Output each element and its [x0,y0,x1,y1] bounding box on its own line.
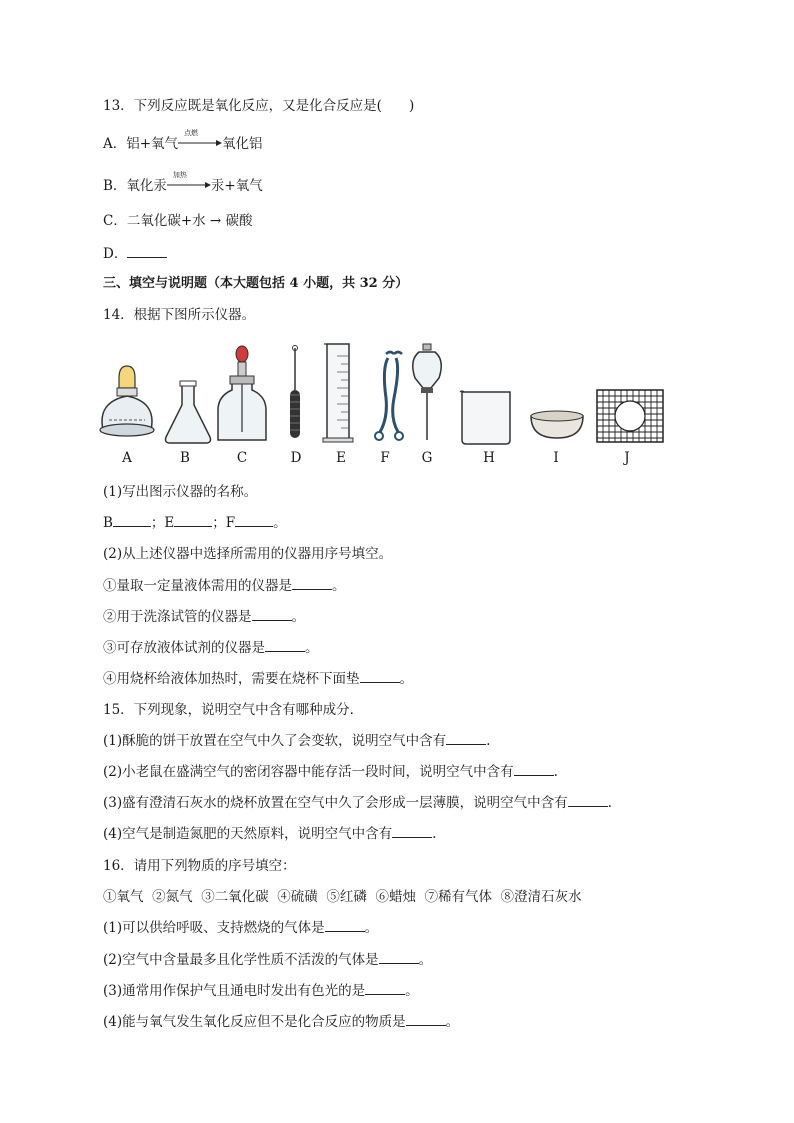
answer-blank[interactable] [379,951,419,964]
q13-a-reactants: A．铝+氧气 [103,136,179,152]
answer-blank[interactable] [325,919,365,932]
q16-sub1: (1)可以供给呼吸、支持燃烧的气体是 。 [103,920,379,936]
q14-sub3: ③可存放液体试剂的仪器是 。 [103,640,319,656]
graduated-cylinder-icon [323,344,353,442]
answer-blank[interactable] [252,608,292,621]
q13-a-condition: 点燃 [184,129,199,137]
q16-option-8: ⑧澄清石灰水 [500,889,582,905]
answer-blank[interactable] [235,514,273,527]
figure-label-d: D [290,450,302,466]
answer-blank[interactable] [292,577,332,590]
q13-b-reactants: B．氧化汞 [103,178,167,194]
q16-options [103,888,582,906]
q16-sub3: (3)通常用作保护气且通电时发出有色光的是 。 [103,983,419,999]
answer-blank[interactable] [113,514,151,527]
figure-label-j: J [624,450,630,466]
q14-sub1: ①量取一定量液体需用的仪器是 。 [103,578,346,594]
answer-blank[interactable] [365,982,405,995]
wire-gauze-icon [597,390,663,442]
q15-stem: 15．下列现象，说明空气中含有哪种成分． [103,702,364,718]
q15-sub1: (1)酥脆的饼干放置在空气中久了会变软，说明空气中含有 . [103,733,491,749]
q16-option-4: ④硫磺 [277,889,318,905]
q16-stem: 16．请用下列物质的序号填空： [103,858,296,874]
q16-option-7: ⑦稀有气体 [424,889,493,905]
q16-sub2: (2)空气中含量最多且化学性质不活泼的气体是 。 [103,952,433,968]
conical-flask-icon [166,381,211,443]
figure-label-e: E [336,450,346,466]
figure-label-h: H [483,450,495,466]
answer-blank[interactable] [127,245,167,258]
figure-label-f: F [380,450,390,466]
q14-part1-blanks: B ；E ；F 。 [103,515,287,531]
answer-blank[interactable] [514,763,554,776]
answer-blank[interactable] [406,1013,446,1026]
q13-option-d: D． [103,245,167,263]
q16-option-6: ⑥蜡烛 [375,889,416,905]
q13-option-a [103,129,263,153]
answer-blank[interactable] [360,670,400,683]
q13-option-c: C．二氧化碳+水 → 碳酸 [103,213,253,229]
answer-blank[interactable] [265,639,305,652]
answer-blank[interactable] [446,732,486,745]
q14-sub2: ②用于洗涤试管的仪器是 。 [103,609,305,625]
figure-label-i: I [553,450,559,466]
test-tube-brush-icon [290,346,300,439]
figure-label-b: B [180,450,190,466]
q14-part1: (1)写出图示仪器的名称。 [103,484,258,500]
dropper-bottle-icon [218,346,266,440]
q13-b-products: 汞+氧气 [210,178,263,194]
q13-stem: 13．下列反应既是氧化反应，又是化合反应是( ) [103,98,415,114]
reaction-arrow-icon [167,171,211,191]
section-3-heading: 三、填空与说明题（本大题包括 4 小题，共 32 分） [103,276,409,291]
q13-option-b [103,171,263,195]
figure-label-c: C [236,450,248,466]
q13-a-products: 氧化铝 [222,136,263,152]
reaction-arrow-icon [178,129,222,149]
answer-blank[interactable] [568,794,608,807]
separatory-funnel-icon [413,344,442,440]
q16-option-3: ③二氧化碳 [201,889,269,905]
q15-sub3: (3)盛有澄清石灰水的烧杯放置在空气中久了会形成一层薄膜，说明空气中含有 . [103,795,612,811]
q14-part2: (2)从上述仪器中选择所需用的仪器用序号填空。 [103,546,393,562]
figure-label-a: A [122,450,132,466]
beaker-icon [460,391,510,444]
q15-sub2: (2)小老鼠在盛满空气的密闭容器中能存活一段时间，说明空气中含有 . [103,764,558,780]
q16-option-5: ⑤红磷 [326,889,367,905]
q15-sub4: (4)空气是制造氮肥的天然原料，说明空气中含有 . [103,826,437,842]
q14-stem: 14．根据下图所示仪器。 [103,307,256,323]
evaporating-dish-icon [531,411,583,438]
answer-blank[interactable] [174,514,212,527]
q13-b-condition: 加热 [172,171,187,179]
alcohol-lamp-icon [100,366,154,436]
q16-option-1: ①氧气 [103,889,144,905]
answer-blank[interactable] [392,825,432,838]
q14-sub4: ④用烧杯给液体加热时，需要在烧杯下面垫 。 [103,671,413,687]
figure-label-g: G [421,450,433,466]
q16-option-2: ②氮气 [152,889,193,905]
q16-sub4: (4)能与氧气发生氧化反应但不是化合反应的物质是 。 [103,1014,460,1030]
crucible-tongs-icon [375,352,403,440]
